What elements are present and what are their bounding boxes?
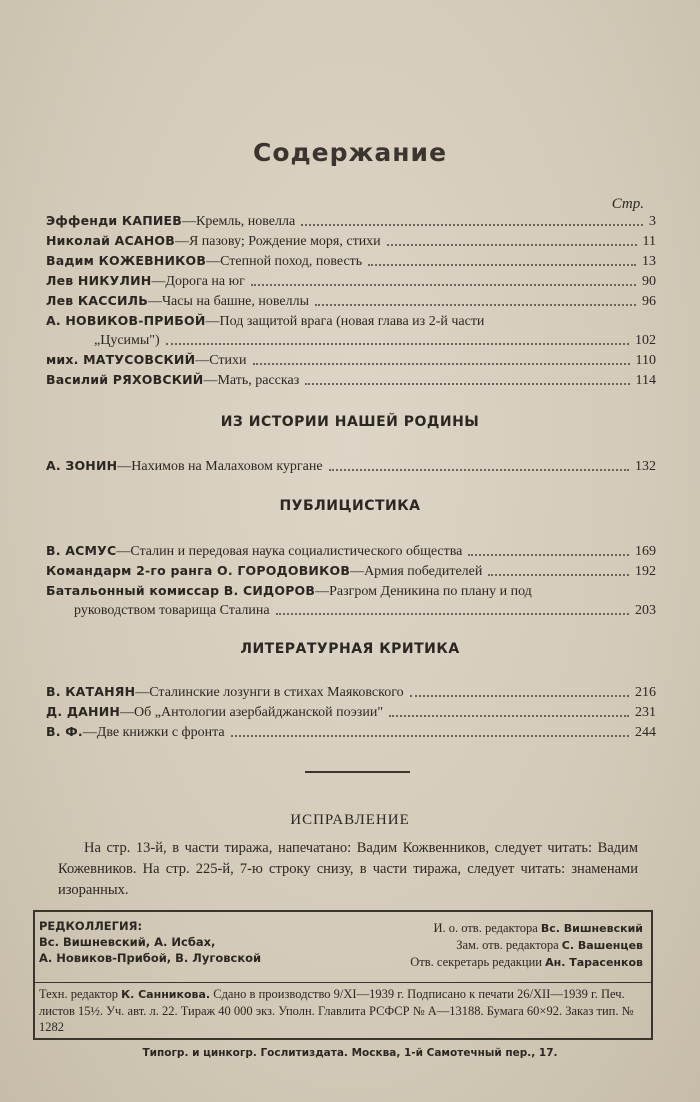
toc-entry [46, 541, 656, 561]
toc-entry [46, 231, 656, 251]
toc-entry [46, 311, 656, 331]
leader-dots [389, 715, 629, 717]
toc-page: 96 [642, 294, 656, 309]
editorial-board-line: А. Новиков-Прибой, В. Луговской [39, 951, 262, 965]
toc-work-continued: „Цусимы") [94, 333, 160, 348]
toc-author: А. НОВИКОВ-ПРИБОЙ [46, 313, 206, 328]
toc-entry [46, 581, 656, 601]
leader-dots [305, 383, 629, 385]
toc-entry [46, 370, 656, 390]
toc-author: Д. ДАНИН [46, 704, 121, 719]
toc-work: —Дорога на юг [151, 274, 245, 289]
toc-entry [46, 211, 656, 231]
printer-line: Типогр. и цинкогр. Гослитиздата. Москва, 1-й Самотечный пер., 17. [142, 1047, 558, 1059]
toc-section [46, 541, 656, 620]
toc-main [46, 211, 656, 390]
toc-entry [46, 291, 656, 311]
correction-title: ИСПРАВЛЕНИЕ [290, 812, 410, 828]
toc-work: —Сталинские лозунги в стихах Маяковского [135, 685, 404, 700]
editorial-box [33, 910, 653, 1040]
toc-section [46, 456, 656, 476]
role-name: Ан. Тарасенков [545, 956, 643, 969]
toc-entry [46, 456, 656, 476]
role-label: И. о. отв. редактора [433, 921, 538, 935]
leader-dots [368, 264, 636, 266]
toc-author: мих. МАТУСОВСКИЙ [46, 352, 196, 367]
toc-author: Батальонный комиссар В. СИДОРОВ [46, 583, 316, 598]
toc-page: 114 [635, 373, 656, 388]
toc-work: —Кремль, новелла [181, 214, 296, 229]
toc-author: А. ЗОНИН [46, 458, 118, 473]
toc-page: 110 [635, 353, 656, 368]
editorial-roles [323, 920, 643, 971]
editorial-board-label: РЕДКОЛЛЕГИЯ: [39, 919, 143, 933]
toc-work: —Нахимов на Малаховом кургане [117, 459, 323, 474]
editorial-role-line [323, 920, 643, 937]
leader-dots [301, 224, 643, 226]
leader-dots [329, 469, 629, 471]
role-name: Вс. Вишневский [540, 922, 643, 935]
leader-dots [468, 554, 629, 556]
role-name: С. Вашенцев [561, 939, 643, 952]
toc-page: 132 [635, 459, 656, 474]
imprint [39, 986, 647, 1035]
toc-page: 11 [642, 234, 656, 249]
section-heading: ПУБЛИЦИСТИКА [279, 498, 421, 514]
leader-dots [251, 284, 636, 286]
imprint-text: Сдано в производство 9/XI—1939 г. Подписано к печати 26/XII—1939 г. Печ. листов 15½. Уч. авт. л. 22. Тираж 40 000 экз. Уполн. Главлита РСФСР № А—13188. Бумага 60×92. Заказ тип. № 1282 [39, 987, 634, 1034]
toc-entry [46, 682, 656, 702]
toc-work: —Часы на башне, новеллы [147, 294, 310, 309]
correction-text: На стр. 13-й, в части тиража, напечатано: Вадим Кожвенников, следует читать: Вадим Кожевников. На стр. 225-й, 7-ю строку снизу, в части тиража, следует читать: знаменами изоранных. [58, 840, 638, 898]
toc-work: —Стихи [195, 353, 247, 368]
toc-author: Командарм 2-го ранга О. ГОРОДОВИКОВ [46, 563, 351, 578]
toc-work: —Я пазову; Рождение моря, стихи [174, 234, 381, 249]
toc-author: Василий РЯХОВСКИЙ [46, 372, 204, 387]
page-column-label: Стр. [611, 196, 644, 212]
toc-page: 169 [635, 544, 656, 559]
toc-page: 102 [635, 333, 656, 348]
toc-page: 192 [635, 564, 656, 579]
role-label: Зам. отв. редактора [456, 938, 559, 952]
toc-work: —Мать, рассказ [203, 373, 300, 388]
toc-page: 203 [635, 603, 656, 618]
leader-dots [166, 343, 629, 345]
toc-entry [46, 251, 656, 271]
toc-page: 244 [635, 725, 656, 740]
toc-work: —Две книжки с фронта [82, 725, 225, 740]
toc-entry-continued [46, 331, 656, 350]
leader-dots [410, 695, 629, 697]
editorial-board-line: Вс. Вишневский, А. Исбах, [39, 935, 216, 949]
section-heading: ЛИТЕРАТУРНАЯ КРИТИКА [240, 641, 460, 657]
toc-work: —Разгром Деникина по плану и под [315, 584, 532, 599]
toc-entry [46, 561, 656, 581]
divider-rule [305, 771, 410, 773]
toc-work: —Сталин и передовая наука социалистического общества [116, 544, 463, 559]
toc-page: 3 [649, 214, 656, 229]
toc-work: —Об „Антологии азербайджанской поэзии" [120, 705, 384, 720]
toc-entry [46, 271, 656, 291]
page-title: Содержание [252, 138, 448, 167]
toc-work: —Степной поход, повесть [206, 254, 363, 269]
box-divider [35, 982, 651, 983]
section-heading: ИЗ ИСТОРИИ НАШЕЙ РОДИНЫ [220, 414, 480, 430]
toc-page: 231 [635, 705, 656, 720]
toc-entry [46, 722, 656, 742]
toc-page: 13 [642, 254, 656, 269]
toc-work-continued: руководством товарища Сталина [74, 603, 270, 618]
tech-editor-name: К. Санникова. [121, 988, 211, 1001]
editorial-role-line [323, 954, 643, 971]
leader-dots [488, 574, 629, 576]
role-label: Отв. секретарь редакции [410, 955, 542, 969]
toc-author: Лев КАССИЛЬ [46, 293, 148, 308]
toc-page: 216 [635, 685, 656, 700]
leader-dots [315, 304, 636, 306]
editorial-board [39, 918, 329, 966]
toc-entry [46, 702, 656, 722]
toc-author: Эффенди КАПИЕВ [46, 213, 182, 228]
leader-dots [231, 735, 629, 737]
toc-page: 90 [642, 274, 656, 289]
tech-editor-label: Техн. редактор [39, 987, 118, 1001]
toc-work: —Под защитой врага (новая глава из 2-й части [205, 314, 485, 329]
toc-author: В. АСМУС [46, 543, 117, 558]
editorial-role-line [323, 937, 643, 954]
toc-work: —Армия победителей [350, 564, 483, 579]
leader-dots [253, 363, 630, 365]
toc-entry [46, 350, 656, 370]
toc-author: В. КАТАНЯН [46, 684, 136, 699]
toc-entry-continued [46, 601, 656, 620]
leader-dots [387, 244, 637, 246]
toc-author: В. Ф. [46, 724, 83, 739]
leader-dots [276, 613, 629, 615]
toc-section [46, 682, 656, 742]
toc-author: Вадим КОЖЕВНИКОВ [46, 253, 207, 268]
toc-author: Николай АСАНОВ [46, 233, 175, 248]
toc-author: Лев НИКУЛИН [46, 273, 152, 288]
